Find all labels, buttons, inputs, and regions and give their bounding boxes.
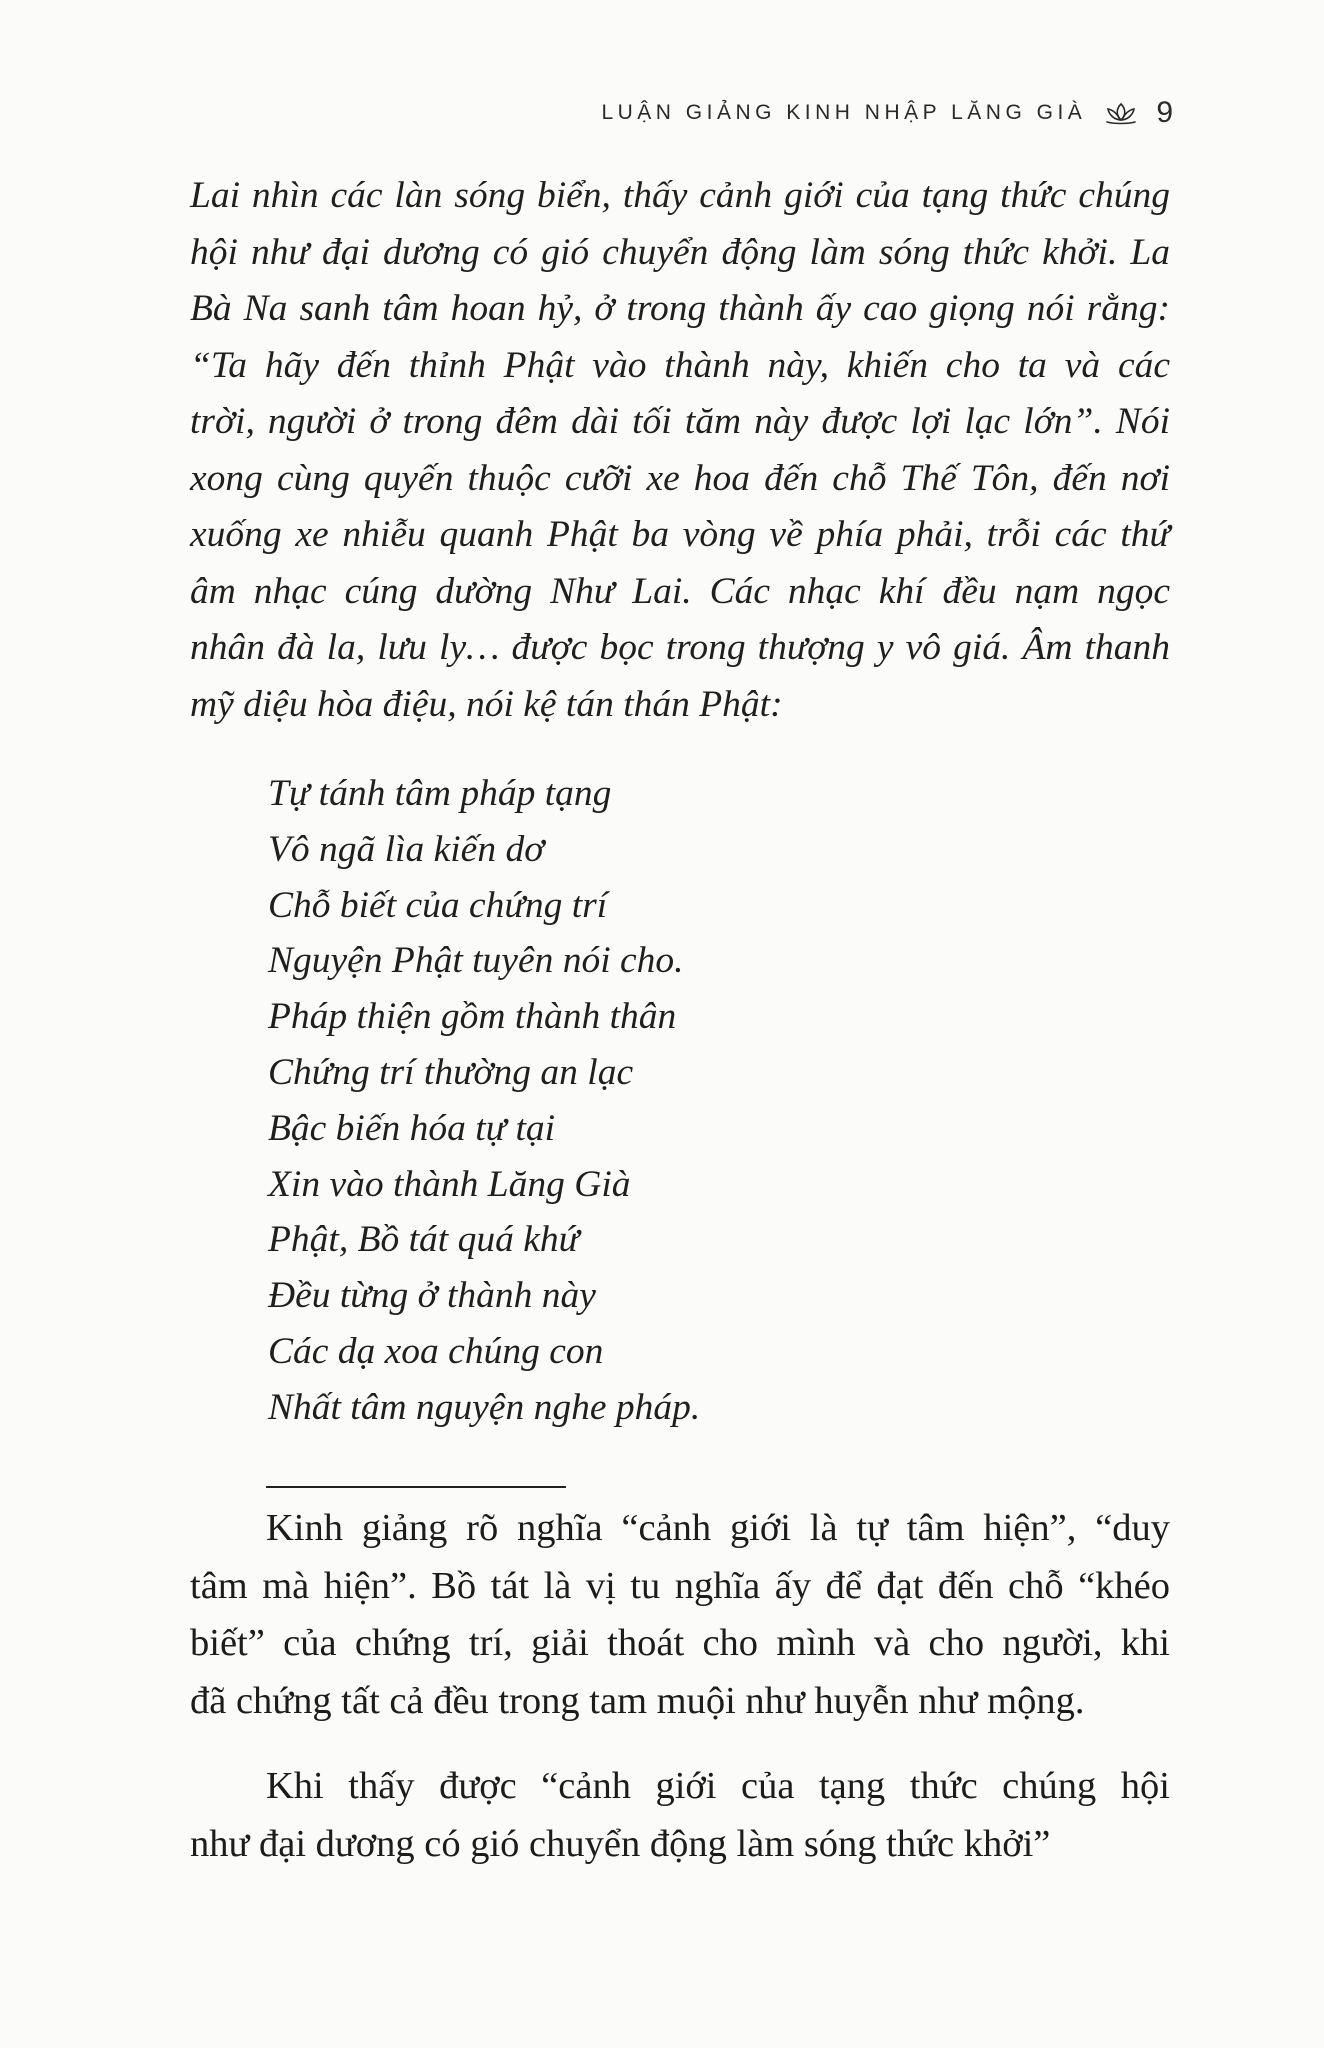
running-header [601,96,1174,130]
section-separator [266,1486,566,1488]
passage-line: nhân đà la, lưu ly… được bọc trong thượng y vô giá. Âm thanh [190,627,1170,668]
verse-line: Pháp thiện gồm thành thân [268,996,677,1038]
passage-line: Bà Na sanh tâm hoan hỷ, ở trong thành ấy cao giọng nói rằng: [190,288,1170,329]
commentary-line: Kinh giảng rõ nghĩa “cảnh giới là tự tâm hiện”, “duy [266,1507,1170,1549]
passage-line: trời, người ở trong đêm dài tối tăm này được lợi lạc lớn”. Nói [190,401,1170,442]
verse-line: Chứng trí thường an lạc [268,1051,634,1093]
commentary-line: tâm mà hiện”. Bồ tát là vị tu nghĩa ấy để đạt đến chỗ “khéo [190,1564,1170,1607]
commentary-line: Khi thấy được “cảnh giới của tạng thức chúng hội [266,1765,1170,1807]
verse-line: Vô ngã lìa kiến dơ [268,828,545,870]
commentary-paragraph [190,1758,1170,1873]
commentary-line: đã chứng tất cả đều trong tam muội như huyễn như mộng. [190,1679,1085,1722]
passage-line: âm nhạc cúng dường Như Lai. Các nhạc khí đều nạm ngọc [190,570,1170,612]
passage-line: mỹ diệu hòa điệu, nói kệ tán thán Phật: [190,683,783,725]
verse-line: Nhất tâm nguyện nghe pháp. [268,1386,701,1428]
verse-line: Nguyện Phật tuyên nói cho. [268,940,684,982]
verse-line: Chỗ biết của chứng trí [268,884,608,926]
italic-passage [190,168,1170,733]
verse-line: Đều từng ở thành này [268,1275,596,1317]
page-number: 9 [1156,96,1174,129]
verse-line: Tự tánh tâm pháp tạng [268,773,612,814]
commentary-line: như đại dương có gió chuyển động làm sóng thức khởi” [190,1822,1051,1865]
passage-line: “Ta hãy đến thỉnh Phật vào thành này, khiến cho ta và các [190,344,1170,386]
commentary-block [190,1500,1170,1873]
verse-line: Xin vào thành Lăng Già [268,1163,631,1205]
commentary-line: biết” của chứng trí, giải thoát cho mình và cho người, khi [190,1622,1170,1664]
verse-line: Bậc biến hóa tự tại [268,1107,556,1149]
passage-line: Lai nhìn các làn sóng biển, thấy cảnh giới của tạng thức chúng [190,175,1170,216]
verse-block [268,766,700,1436]
passage-line: hội như đại dương có gió chuyển động làm sóng thức khởi. La [190,231,1170,273]
running-title: LUẬN GIẢNG KINH NHẬP LĂNG GIÀ [601,101,1087,124]
verse-line: Phật, Bồ tát quá khứ [268,1219,580,1261]
passage-line: xuống xe nhiễu quanh Phật ba vòng về phía phải, trỗi các thứ [190,514,1170,555]
lotus-icon [1104,101,1138,125]
passage-line: xong cùng quyến thuộc cưỡi xe hoa đến chỗ Thế Tôn, đến nơi [190,457,1170,499]
verse-line: Các dạ xoa chúng con [268,1330,604,1372]
commentary-paragraph [190,1500,1170,1730]
